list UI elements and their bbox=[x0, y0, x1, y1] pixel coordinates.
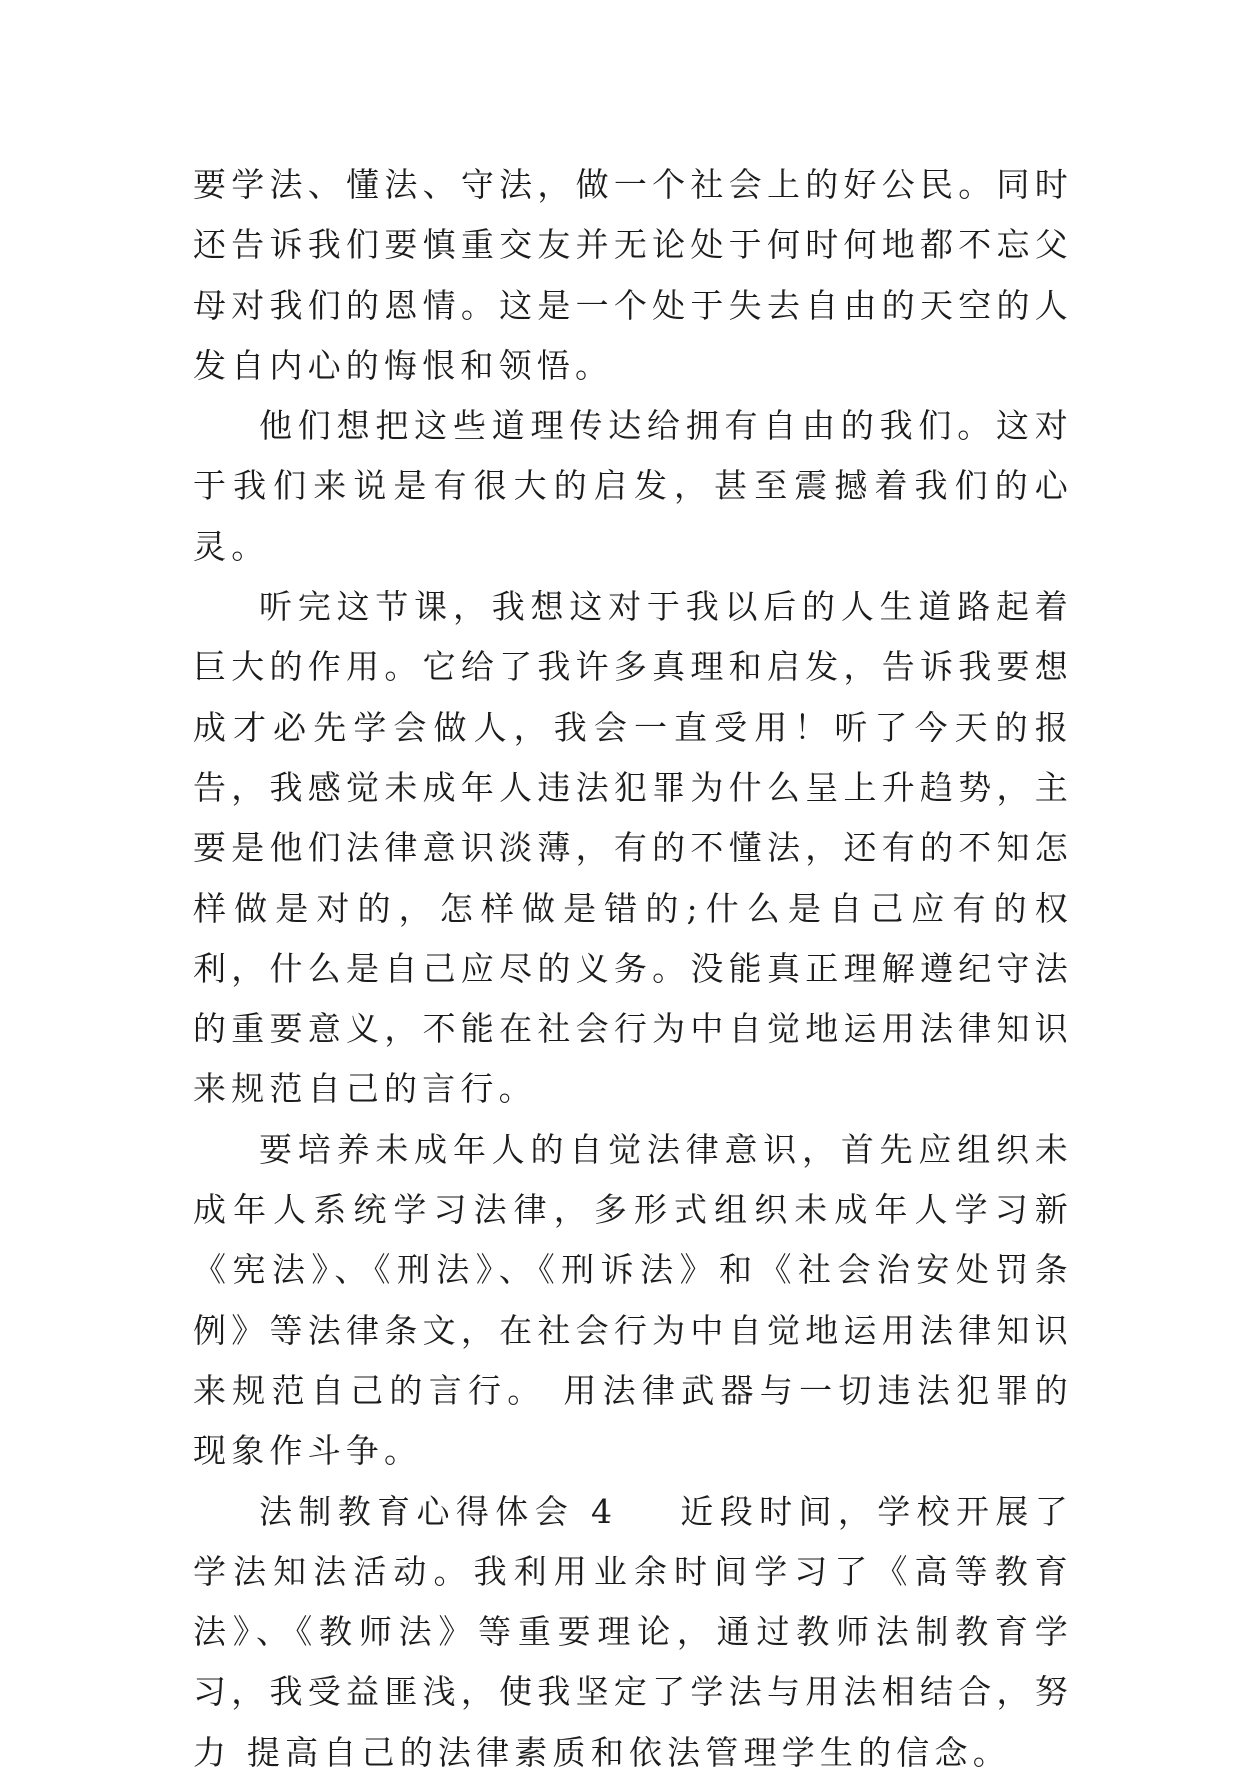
paragraph-2: 他们想把这些道理传达给拥有自由的我们。这对于我们来说是有很大的启发，甚至震撼着我们的心灵。 bbox=[193, 406, 1073, 566]
paragraph-5-text: 近段时间，学校开展了学法知法活动。我利用业余时间学习了《高等教育法》、《教师法》等重要理论，通过教师法制教育学习，我受益匪浅，使我坚定了学法与用法相结合，努力 提高自己的法律素质和依法管理学生的信念。 bbox=[193, 1491, 1073, 1772]
paragraph-1: 要学法、懂法、守法，做一个社会上的好公民。同时还告诉我们要慎重交友并无论处于何时何地都不忘父母对我们的恩情。这是一个处于失去自由的天空的人发自内心的悔恨和领悟。 bbox=[193, 165, 1073, 385]
document-body bbox=[193, 155, 1073, 1783]
paragraph-3: 听完这节课，我想这对于我以后的人生道路起着巨大的作用。它给了我许多真理和启发，告诉我要想成才必先学会做人，我会一直受用！听了今天的报告，我感觉未成年人违法犯罪为什么呈上升趋势，主要是他们法律意识淡薄，有的不懂法，还有的不知怎样做是对的，怎样做是错的;什么是自己应有的权利，什么是自己应尽的义务。没能真正理解遵纪守法的重要意义，不能在社会行为中自觉地运用法律知识来规范自己的言行。 bbox=[193, 587, 1073, 1109]
paragraph-5 bbox=[193, 1482, 1073, 1783]
paragraph-4: 要培养未成年人的自觉法律意识，首先应组织未成年人系统学习法律，多形式组织未成年人学习新《宪法》、《刑法》、《刑诉法》和《社会治安处罚条例》等法律条文，在社会行为中自觉地运用法律知识来规范自己的言行。 用法律武器与一切违法犯罪的现象作斗争。 bbox=[193, 1129, 1073, 1471]
section-heading: 法制教育心得体会 4 bbox=[259, 1491, 618, 1531]
